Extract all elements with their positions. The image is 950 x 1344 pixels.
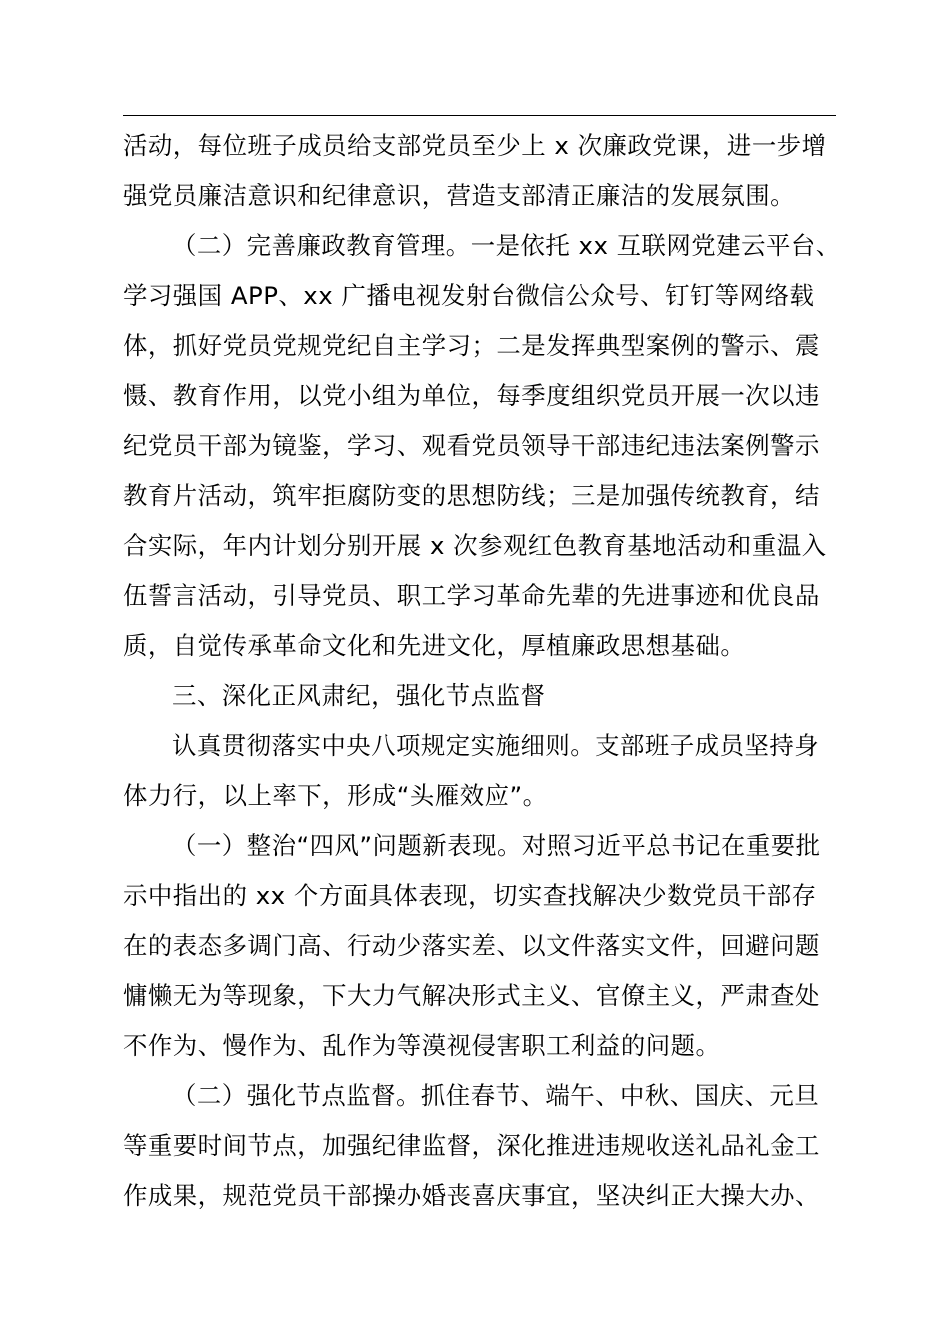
body-line: 慑、教育作用，以党小组为单位，每季度组织党员开展一次以违 — [123, 381, 820, 410]
section-heading: 三、深化正风肃纪，强化节点监督 — [172, 681, 546, 710]
body-line: 质，自觉传承革命文化和先进文化，厚植廉政思想基础。 — [123, 631, 746, 660]
body-line: 体，抓好党员党规党纪自主学习；二是发挥典型案例的警示、震 — [123, 331, 820, 360]
body-line: 在的表态多调门高、行动少落实差、以文件落实文件，回避问题 — [123, 931, 820, 960]
paragraph-start-line: （一）整治“四风”问题新表现。对照习近平总书记在重要批 — [172, 831, 821, 860]
body-line: 体力行，以上率下，形成“头雁效应”。 — [123, 781, 548, 810]
paragraph-start-line: （二）完善廉政教育管理。一是依托 xx 互联网党建云平台、 — [172, 231, 841, 260]
body-line: 伍誓言活动，引导党员、职工学习革命先辈的先进事迹和优良品 — [123, 581, 820, 610]
paragraph-start-line: （二）强化节点监督。抓住春节、端午、中秋、国庆、元旦 — [172, 1081, 820, 1110]
body-line: 慵懒无为等现象，下大力气解决形式主义、官僚主义，严肃查处 — [123, 981, 820, 1010]
body-line: 学习强国 APP、xx 广播电视发射台微信公众号、钉钉等网络载 — [123, 281, 815, 310]
body-line: 合实际，年内计划分别开展 x 次参观红色教育基地活动和重温入 — [123, 531, 827, 560]
paragraph-start-line: 认真贯彻落实中央八项规定实施细则。支部班子成员坚持身 — [172, 731, 820, 760]
header-rule — [123, 115, 836, 116]
body-line: 不作为、慢作为、乱作为等漠视侵害职工利益的问题。 — [123, 1031, 721, 1060]
body-line: 强党员廉洁意识和纪律意识，营造支部清正廉洁的发展氛围。 — [123, 181, 796, 210]
body-line: 纪党员干部为镜鉴，学习、观看党员领导干部违纪违法案例警示 — [123, 431, 820, 460]
document-body — [123, 121, 841, 1221]
body-line: 作成果，规范党员干部操办婚丧喜庆事宜，坚决纠正大操大办、 — [123, 1181, 820, 1210]
body-line: 活动，每位班子成员给支部党员至少上 x 次廉政党课，进一步增 — [123, 131, 827, 160]
body-line: 示中指出的 xx 个方面具体表现，切实查找解决少数党员干部存 — [123, 881, 817, 910]
body-line: 等重要时间节点，加强纪律监督，深化推进违规收送礼品礼金工 — [123, 1131, 820, 1160]
body-line: 教育片活动，筑牢拒腐防变的思想防线；三是加强传统教育，结 — [123, 481, 820, 510]
